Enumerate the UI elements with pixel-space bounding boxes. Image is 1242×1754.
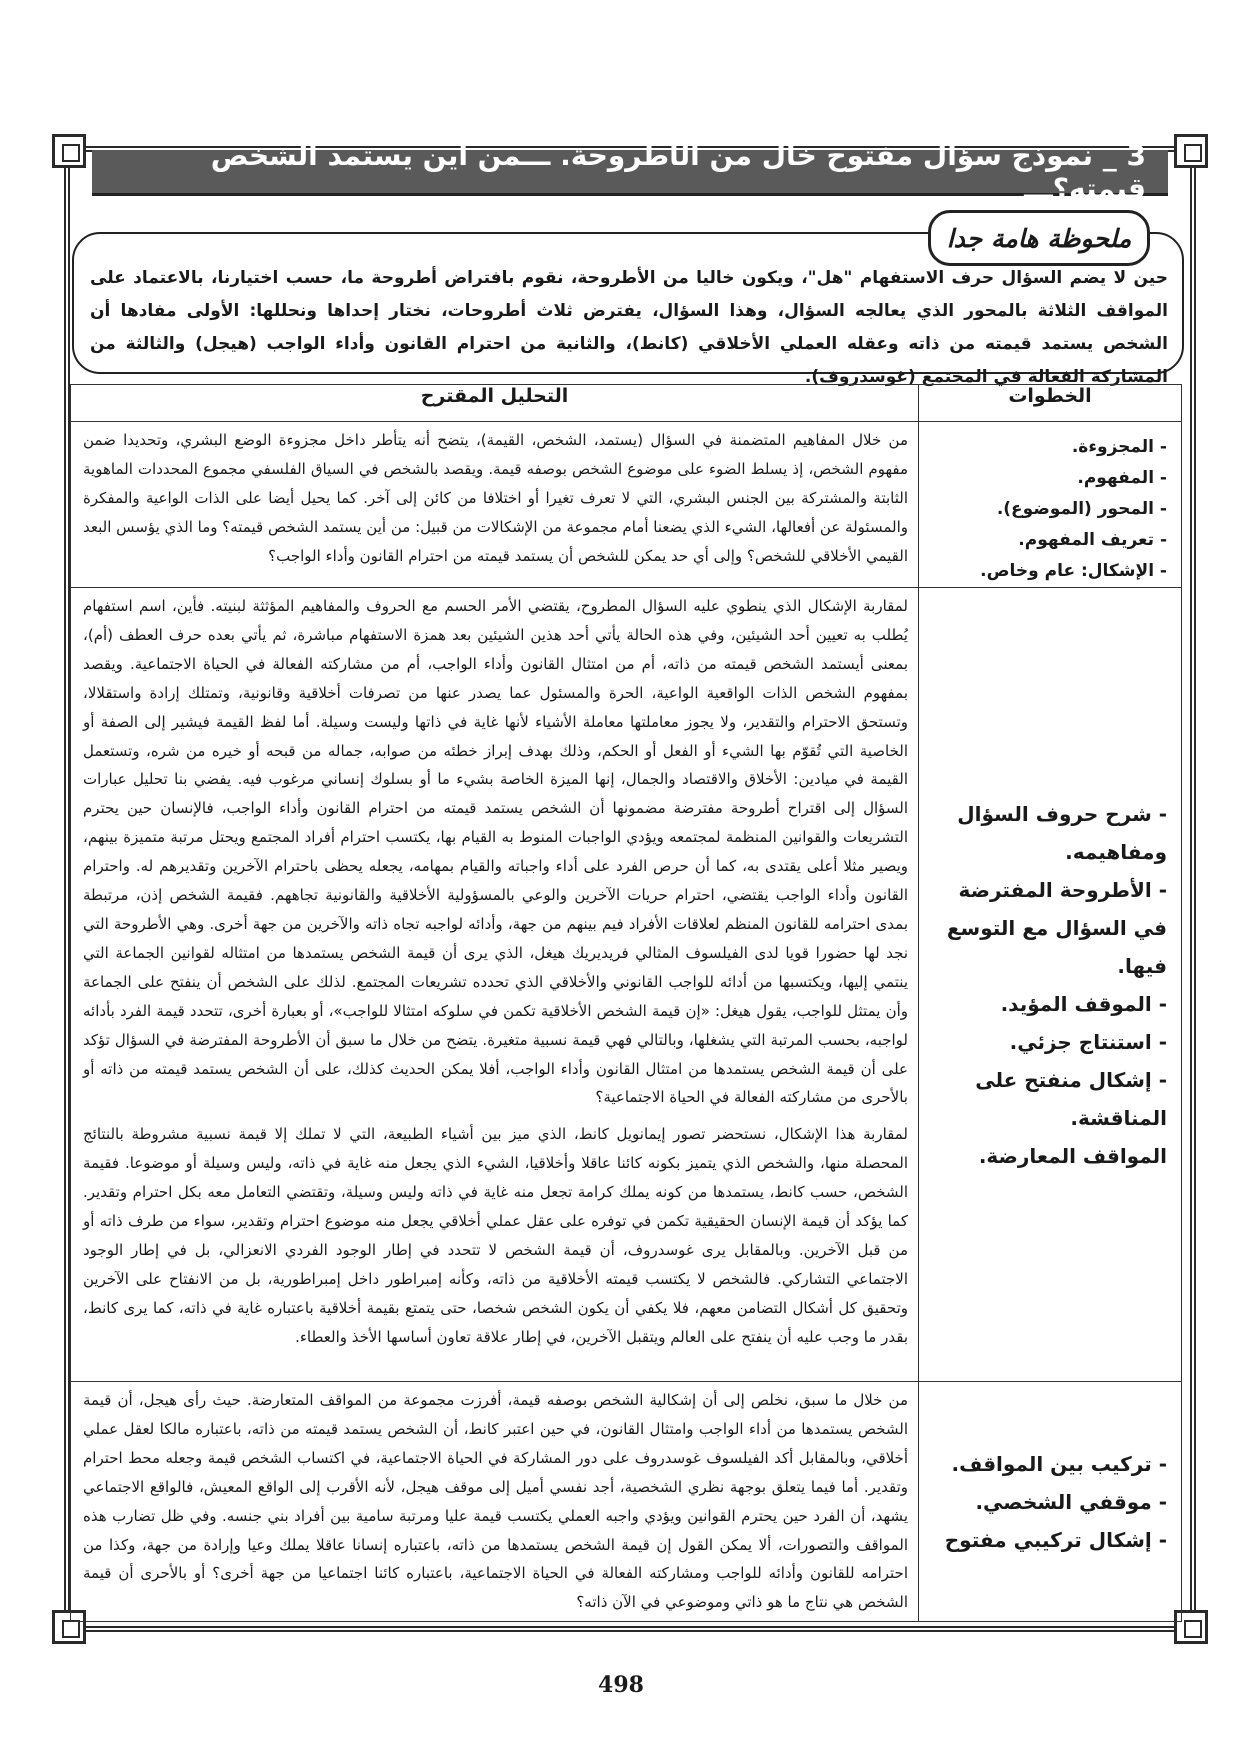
step-item: - المحور (الموضوع).: [996, 499, 1167, 519]
steps-list: [919, 1445, 1181, 1559]
step-item: - استنتاج جزئي.: [1009, 1029, 1167, 1054]
analysis-text: لمقاربة الإشكال الذي ينطوي عليه السؤال المطروح، يقتضي الأمر الحسم مع الحروف والمفاهيم المؤثثة لبنيته. فأين، اسم استفهام يُطلب به تعيين أحد الشيئين، وفي هذه الحالة يأتي أحد هذين الشيئين بعد همزة الاستفهام مباشرة، ثم يأتي بعده حرف العطف (أم)، بمعنى أيستمد الشخص قيمته من ذاته، أم من امتثال القانون وأداء الواجب، أم من مشاركته الفعالة في الحياة الاجتماعية. ويقصد بمفهوم الشخص الذات الواقعية الواعية، الحرة والمسئول عما يصدر عنها من تصرفات أخلاقية وقانونية، وتمتلك إرادة واستقلالا، وتستحق الاحترام والتقدير، ولا يجوز معاملتها معاملة الأشياء لأنها غاية في ذاتها وليست وسيلة. أما لفظ القيمة فيشير إلى الصفة أو الخاصية التي تُقوّم بها الشيء أو الفعل أو الحكم، وذلك بهدف إبراز خطئه من صوابه، جماله من قبحه أو خيره من شره، وتستعمل القيمة في ميادين: الأخلاق والاقتصاد والجمال، إنها الميزة الخاصة بشيء ما أو بسلوك إنساني مرغوب فيه. يفضي بنا تحليل عبارات السؤال إلى اقتراح أطروحة مفترضة مضمونها أن الشخص يستمد قيمته من احترام القانون وأداء الواجب، فالإنسان حين يحترم التشريعات والقوانين المنظمة لمجتمعه ويؤدي الواجبات المنوط به القيام بها، يكتسب احترام أفراد المجتمع ويحتل مرتبة متميزة بينهم، ويصير مثلا أعلى يقتدى به، كما أن حرص الفرد على أداء واجباته والقيام بمهامه، يجعله يحظى باحترام الآخرين وتقديرهم له. واحترام القانون وأداء الواجب يقتضي، احترام حريات الآخرين والوعي بالمسؤولية الأخلاقية والقانونية تجاههم. فقيمة الشخص إذن، مرتبطة بمدى احترامه للقانون المنظم لعلاقات الأفراد فيم بينهم من جهة، وأدائه لواجبه تجاه ذاته والآخرين من جهة أخرى. وهي الأطروحة التي نجد لها حضورا قويا لدى الفيلسوف المثالي فريديريك هيغل، الذي يرى أن قيمة الشخص يستمدها من امتثاله لقوانين الجماعة التي ينتمي إليها، ويكتسبها من أدائه للواجب القانوني والأخلاقي الذي تحدده تشريعات المجتمع. لذلك على الشخص أن ينفتح على الجماعة وأن يمتثل للواجب، يقول هيغل: «إن قيمة الشخص الأخلاقية تكمن في سلوكه امتثالا للواجب»، أو بعبارة أخرى، تتحدد قيمة الفرد بأدائه لواجبه، بحسب المرتبة التي يشغلها، وبالتالي فهي قيمة نسبية متغيرة. يتضح من خلال ما سبق أن الأطروحة المفترضة في السؤال تؤكد على أن قيمة الشخص يستمدها من امتثال القانون وأداء الواجب، أفلا يمكن الحديث كذلك، على أن الشخص يستمد قيمته من ذاته أو بالأحرى من مشاركته الفعالة في الحياة الاجتماعية؟: [83, 597, 908, 1107]
note-text: حين لا يضم السؤال حرف الاستفهام "هل"، ويكون خاليا من الأطروحة، نقوم بافتراض أطروحة ما، حسب اختيارنا، بالاعتماد على المواقف الثلاثة بالمحور الذي يعالجه السؤال، وهذا السؤال، يفترض ثلاث أطروحات، نختار إحداها ونحللها: الأولى مفادها أن الشخص يستمد قيمته من ذاته وعقله العملي الأخلاقي (كانط)، والثانية من احترام القانون وأداء الواجب (هيجل) والثالثة من المشاركة الفعالة في المجتمع (غوسدروف).: [90, 268, 1168, 387]
page-number: 498: [598, 1672, 644, 1698]
table-row: [71, 1382, 1182, 1622]
steps-list: [919, 795, 1181, 1175]
step-item: - الأطروحة المفترضة في السؤال مع التوسع فيها.: [946, 877, 1167, 978]
analysis-text: لمقاربة هذا الإشكال، نستحضر تصور إيمانويل كانط، الذي ميز بين أشياء الطبيعة، التي لا تملك إلا قيمة نسبية مشروطة بالنتائج المحصلة منها، والشخص الذي يتميز بكونه كائنا عاقلا وأخلاقيا، الشيء الذي يجعل منه غاية في ذاته، وليس وسيلة أو موضوعا. فقيمة الشخص، حسب كانط، يستمدها من كونه يملك كرامة تجعل منه غاية في ذاته وليس وسيلة، وتقتضي التعامل معه بكل احترام وتقدير. كما يؤكد أن قيمة الإنسان الحقيقية تكمن في توفره على عقل عملي أخلاقي يجعل منه موضوع احترام وتقدير، سواء من طرف ذاته أو من قبل الآخرين. وبالمقابل يرى غوسدروف، أن قيمة الشخص لا تتحدد في إطار الوجود الفردي الانعزالي، بل في إطار الوجود الاجتماعي التشاركي. فالشخص لا يكتسب قيمته الأخلاقية من ذاته، وكأنه إمبراطور داخل إمبراطورية، بل من الانفتاح على الآخرين وتحقيق كل أشكال التضامن معهم، فلا يكفي أن يكون الشخص شخصا، حتى يتمتع بقيمة أخلاقية باعتباره غاية في ذاته، كما يرى كانط، بقدر ما وجب عليه أن ينفتح على العالم ويتقبل الآخرين، في إطار علاقة تعاون أساسها الأخذ والعطاء.: [83, 1125, 908, 1346]
step-item: - تعريف المفهوم.: [1018, 530, 1167, 550]
corner-ornament: [52, 134, 86, 168]
steps-cell: [919, 422, 1182, 588]
steps-list: [919, 422, 1181, 587]
table-header-row: [71, 385, 1182, 422]
step-item: - تركيب بين المواقف.: [951, 1451, 1167, 1476]
page-title: 3 _ نموذج سؤال مفتوح خال من الأطروحة. ـــمن أين يستمد الشخص قيمته؟ـــ: [92, 150, 1168, 196]
header-analysis: التحليل المقترح: [71, 385, 919, 422]
table-row: [71, 422, 1182, 588]
steps-cell: [919, 1382, 1182, 1622]
step-item: المواقف المعارضة.: [978, 1143, 1167, 1168]
step-item: - شرح حروف السؤال ومفاهيمه.: [957, 801, 1167, 864]
analysis-cell: [71, 588, 919, 1382]
step-item: - المجزوءة.: [1071, 437, 1167, 457]
analysis-table: [70, 384, 1182, 1622]
header-steps: الخطوات: [919, 385, 1182, 422]
step-item: - المفهوم.: [1077, 468, 1167, 488]
analysis-text: من خلال المفاهيم المتضمنة في السؤال (يستمد، الشخص، القيمة)، يتضح أنه يتأطر داخل مجزوءة الوضع البشري، وتحديدا ضمن مفهوم الشخص، إذ يسلط الضوء على موضوع الشخص بوصفه قيمة. ويقصد بالشخص في السياق الفلسفي مجموع المحددات الماهوية الثابتة والمشتركة بين الجنس البشري، التي لا تعرف تغيرا أو اختلافا من كائن إلى آخر. كما يحيل أيضا على الذات الواعية والمفكرة والمسئولة عن أفعالها، الشيء الذي يضعنا أمام مجموعة من الإشكالات من قبيل: من أين يستمد الشخص قيمته؟ وما الذي يؤسس البعد القيمي الأخلاقي للشخص؟ وإلى أي حد يمكن للشخص أن يستمد قيمته من احترام القانون وأداء الواجب؟: [83, 431, 908, 565]
analysis-text: من خلال ما سبق، نخلص إلى أن إشكالية الشخص بوصفه قيمة، أفرزت مجموعة من المواقف المتعارضة. حيث رأى هيجل، أن قيمة الشخص يستمدها من أداء الواجب وامتثال القانون، في حين اعتبر كانط، أن الشخص يستمد قيمته من ذاته، باعتباره مالكا لعقل عملي أخلاقي، وبالمقابل أكد الفيلسوف غوسدروف على دور المشاركة في الحياة الاجتماعية، في اكتساب الشخص قيمة وجعله محط احترام وتقدير. أما فيما يتعلق بوجهة نظري الشخصية، أجد نفسي أميل إلى موقف هيجل، لأنه الأقرب إلى الواقع المعيش، فالواقع الاجتماعي يشهد، أن الفرد حين يحترم القوانين ويؤدي واجبه العملي يكتسب قيمة عليا ومرتبة سامية بين أفراد بني جنسه. وفي ظل تضارب هذه المواقف والتصورات، ألا يمكن القول إن قيمة الشخص يستمدها من ذاته، باعتباره إنسانا عاقلا يملك وعيا وإرادة من جهة، وكذا من احترامه للقانون وأدائه للواجب ومشاركته الفعالة في الحياة الاجتماعية، باعتباره كائنا اجتماعيا من جهة أخرى؟ أو بالأحرى أن قيمة الشخص هي نتاج ما هو ذاتي وموضوعي في الآن ذاته؟: [83, 1391, 908, 1612]
analysis-cell: [71, 422, 919, 588]
steps-cell: [919, 588, 1182, 1382]
table-row: [71, 588, 1182, 1382]
step-item: - إشكال منفتح على المناقشة.: [975, 1067, 1167, 1130]
step-item: - الإشكال: عام وخاص.: [980, 561, 1167, 581]
corner-ornament: [1174, 134, 1208, 168]
step-item: - الموقف المؤيد.: [1000, 991, 1167, 1016]
step-item: - إشكال تركيبي مفتوح: [944, 1527, 1167, 1552]
analysis-cell: [71, 1382, 919, 1622]
step-item: - موقفي الشخصي.: [975, 1489, 1167, 1514]
note-label: ملحوظة هامة جدا: [928, 210, 1150, 266]
